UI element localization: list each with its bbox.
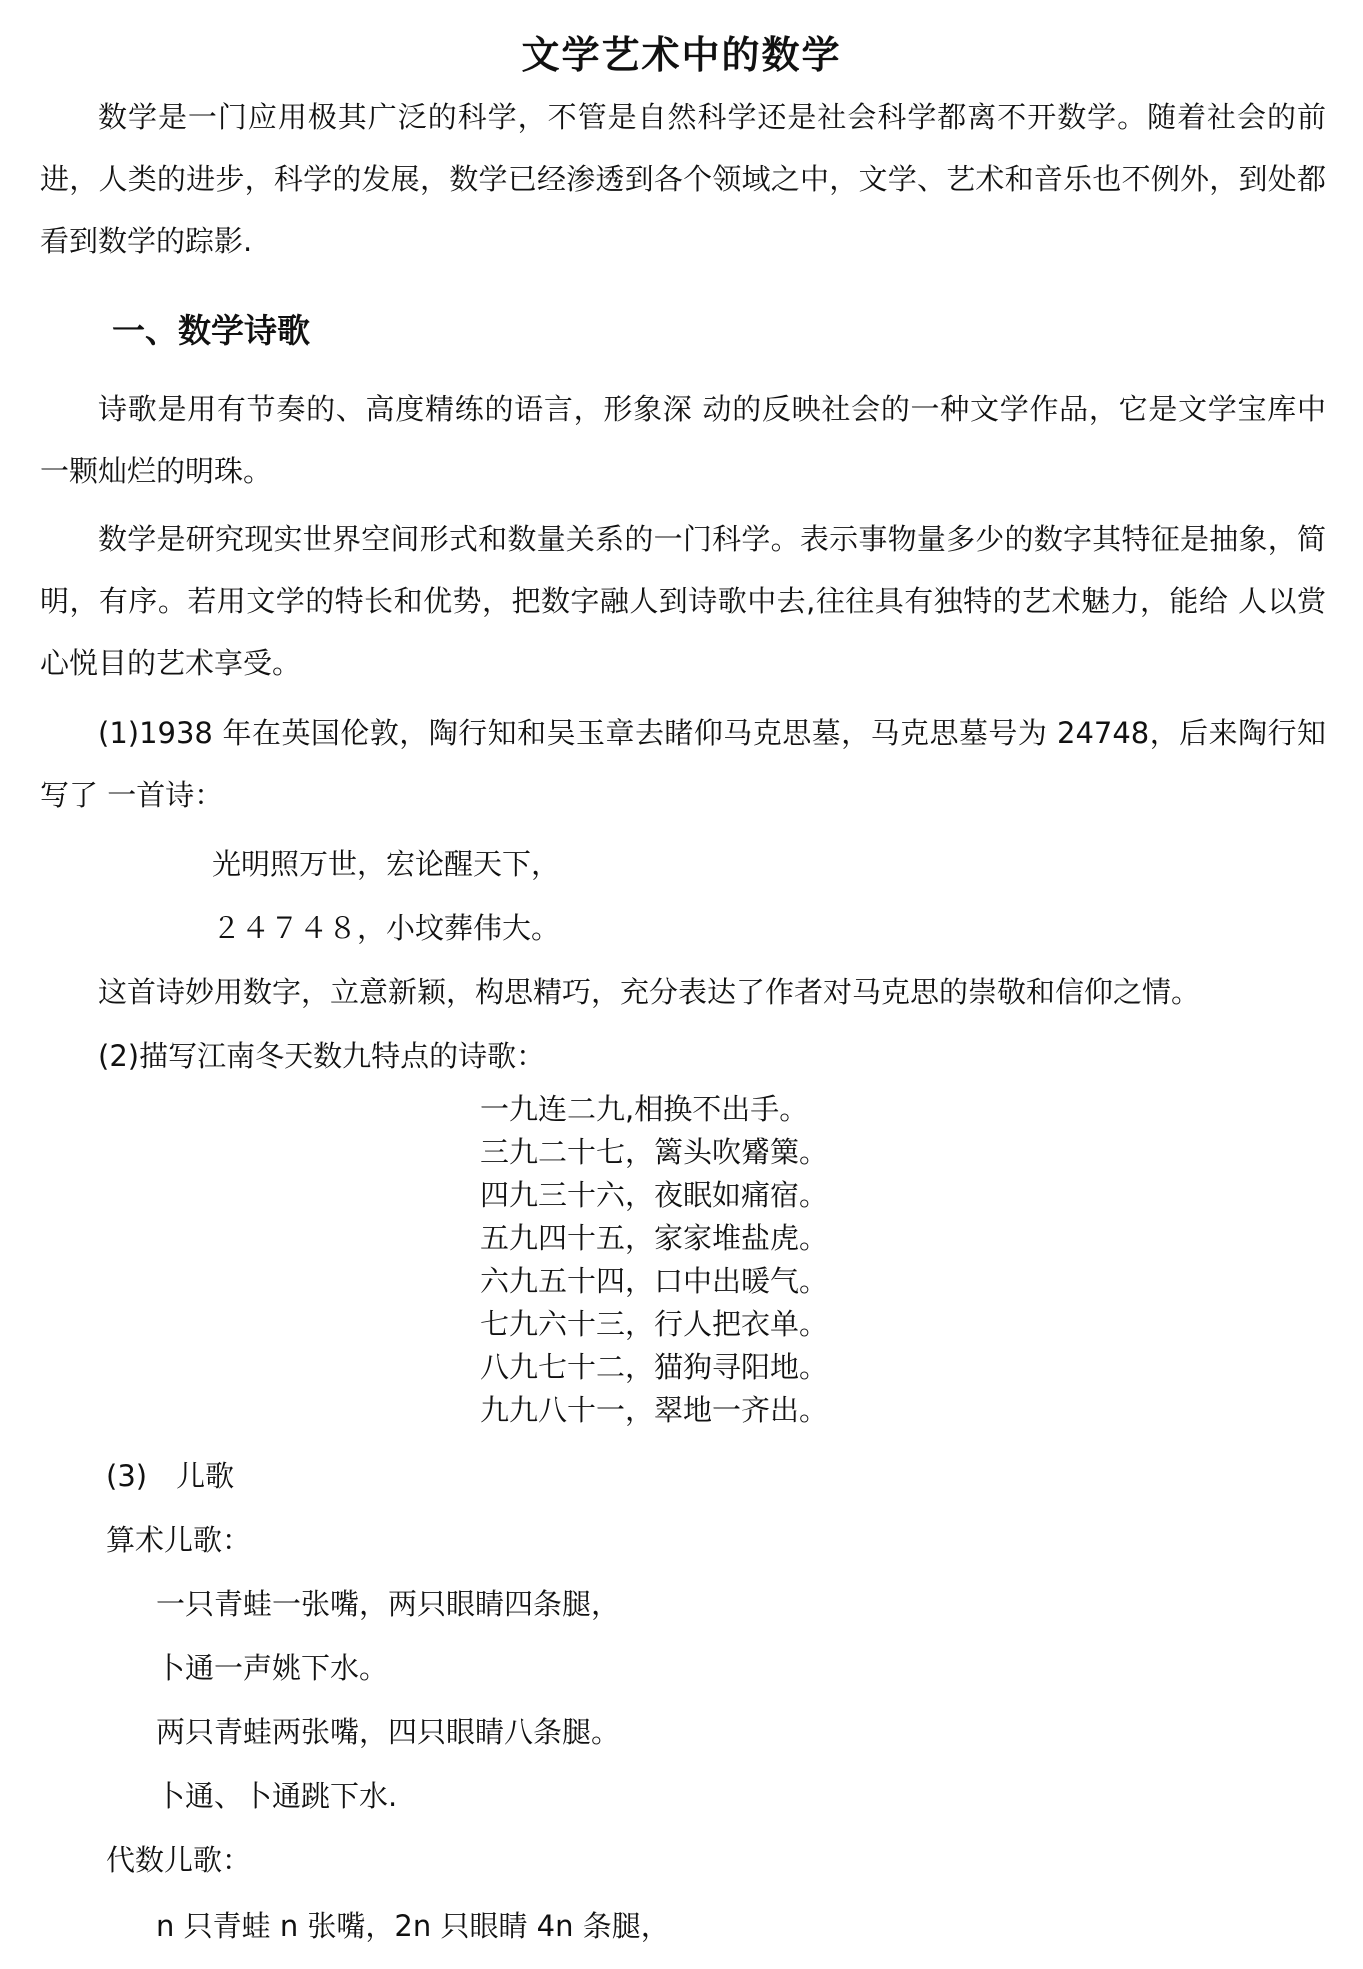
example-2-intro: (2)描写江南冬天数九特点的诗歌： bbox=[98, 1039, 546, 1073]
algebra-rhyme-label: 代数儿歌： bbox=[106, 1843, 252, 1877]
poem-2-line: 五九四十五，家家堆盐虎。 bbox=[480, 1221, 829, 1255]
poem-2-line: 九九八十一，翠地一齐出。 bbox=[480, 1393, 829, 1427]
example-3-heading: (3) 儿歌 bbox=[106, 1459, 235, 1493]
section-heading: 一、数学诗歌 bbox=[112, 311, 310, 350]
example-1-comment: 这首诗妙用数字，立意新颖，构思精巧，充分表达了作者对马克思的崇敬和信仰之情。 bbox=[98, 975, 1201, 1009]
arithmetic-rhyme-line: 一只青蛙一张嘴，两只眼睛四条腿， bbox=[156, 1587, 621, 1621]
example-1-intro: (1)1938 年在英国伦敦，陶行知和吴玉章去睹仰马克思墓，马克思墓号为 24748，后来陶行知写了 一首诗： bbox=[40, 716, 1326, 812]
arithmetic-rhyme-line: 卜通一声姚下水。 bbox=[156, 1651, 389, 1685]
math-definition-paragraph: 数学是研究现实世界空间形式和数量关系的一门科学。表示事物量多少的数字其特征是抽象，简明，有序。若用文学的特长和优势，把数字融人到诗歌中去,往往具有独特的艺术魅力，能给 人以赏心悦目的艺术享受。 bbox=[40, 522, 1326, 680]
poem-2-line: 六九五十四，口中出暖气。 bbox=[480, 1264, 829, 1298]
poem-1-line-1: 光明照万世，宏论醒天下， bbox=[212, 847, 561, 881]
arithmetic-rhyme-line: 卜通、卜通跳下水. bbox=[156, 1779, 398, 1813]
nine-nines-poem bbox=[480, 1088, 828, 1432]
page-title: 文学艺术中的数学 bbox=[521, 33, 842, 77]
poem-2-line: 四九三十六，夜眠如痛宿。 bbox=[480, 1178, 829, 1212]
poem-2-line: 七九六十三，行人把衣单。 bbox=[480, 1307, 829, 1341]
algebra-rhyme-line: n 只青蛙 n 张嘴，2n 只眼睛 4n 条腿， bbox=[156, 1909, 670, 1943]
arithmetic-rhyme-line: 两只青蛙两张嘴，四只眼睛八条腿。 bbox=[156, 1715, 621, 1749]
arithmetic-rhyme-label: 算术儿歌： bbox=[106, 1523, 252, 1557]
poem-2-line: 八九七十二，猫狗寻阳地。 bbox=[480, 1350, 829, 1384]
poetry-definition-paragraph: 诗歌是用有节奏的、高度精练的语言，形象深 动的反映社会的一种文学作品，它是文学宝库中 一颗灿烂的明珠。 bbox=[40, 392, 1326, 488]
poem-2-line: 三九二十七，篱头吹觱篥。 bbox=[480, 1135, 829, 1169]
poem-1-line-2: ２４７４８，小坟葬伟大。 bbox=[212, 911, 561, 945]
intro-paragraph: 数学是一门应用极其广泛的科学，不管是自然科学还是社会科学都离不开数学。随着社会的前进，人类的进步，科学的发展，数学已经渗透到各个领域之中，文学、艺术和音乐也不例外，到处都看到数学的踪影. bbox=[40, 100, 1326, 258]
poem-2-line: 一九连二九,相换不出手。 bbox=[480, 1092, 809, 1126]
